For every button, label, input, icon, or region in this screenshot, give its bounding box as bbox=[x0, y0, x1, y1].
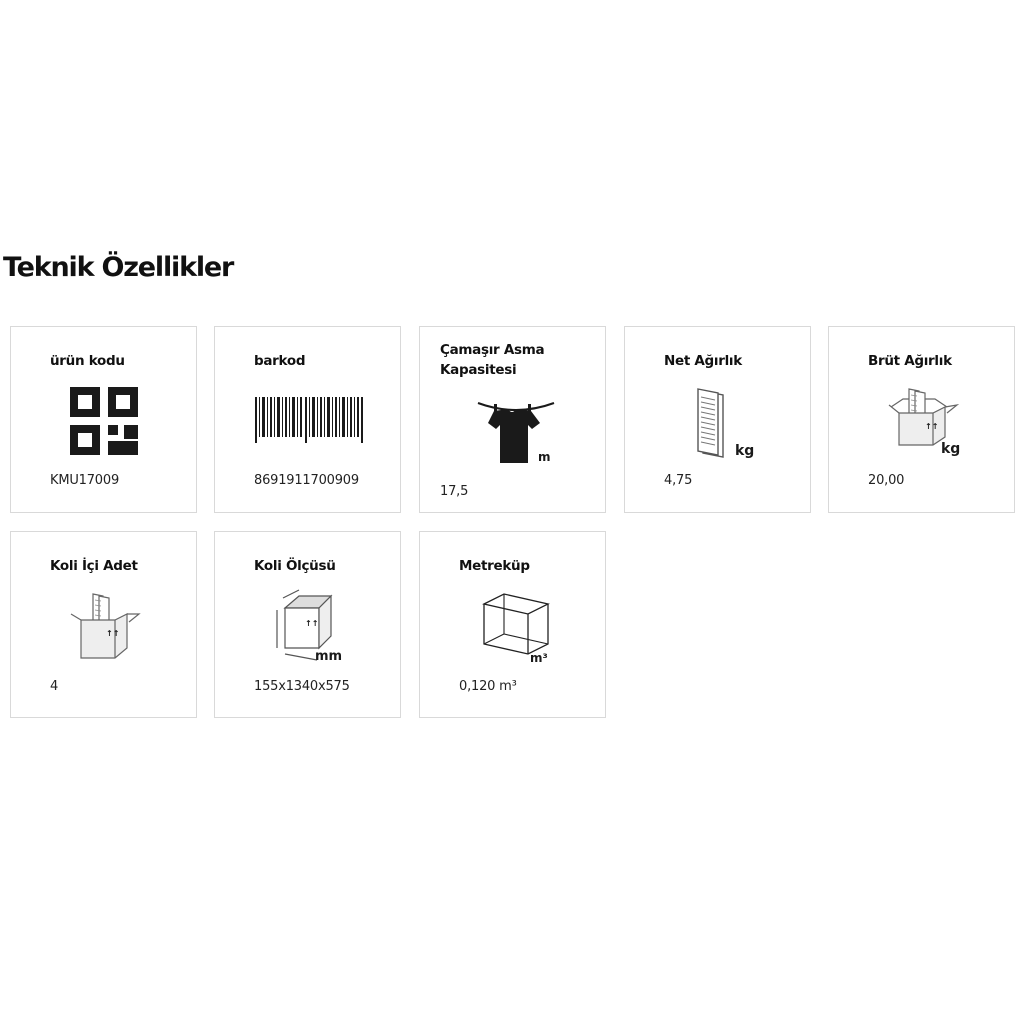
spec-card-product-code bbox=[10, 326, 197, 513]
spec-card-box-quantity bbox=[10, 531, 197, 718]
spec-value: 20,00 bbox=[868, 473, 905, 488]
spec-card-gross-weight bbox=[828, 326, 1015, 513]
gross-weight-box-icon bbox=[885, 385, 965, 461]
barcode-icon bbox=[255, 397, 363, 443]
spec-card-net-weight bbox=[624, 326, 811, 513]
spec-label: Net Ağırlık bbox=[664, 353, 742, 369]
spec-value: 155x1340x575 bbox=[254, 679, 350, 694]
spec-value: KMU17009 bbox=[50, 473, 120, 488]
unit-label: m bbox=[538, 450, 551, 464]
svg-text:↑↑: ↑↑ bbox=[106, 629, 120, 638]
spec-card-barcode bbox=[214, 326, 401, 513]
spec-value: 17,5 bbox=[440, 484, 469, 499]
spec-card-box-dimensions bbox=[214, 531, 401, 718]
spec-label: barkod bbox=[254, 353, 306, 369]
unit-label: kg bbox=[735, 443, 755, 459]
spec-label: Metreküp bbox=[459, 558, 530, 574]
spec-value: 8691911700909 bbox=[254, 473, 359, 488]
spec-label: Brüt Ağırlık bbox=[868, 353, 952, 369]
spec-value: 4,75 bbox=[664, 473, 693, 488]
svg-text:↑↑: ↑↑ bbox=[305, 619, 319, 628]
laundry-line-icon bbox=[476, 393, 556, 469]
qr-code-icon bbox=[68, 385, 140, 457]
spec-label: ürün kodu bbox=[50, 353, 125, 369]
box-contents-icon bbox=[69, 590, 145, 662]
spec-card-volume bbox=[419, 531, 606, 718]
spec-card-laundry-capacity bbox=[419, 326, 606, 513]
spec-label: Koli İçi Adet bbox=[50, 558, 138, 574]
unit-label: m³ bbox=[530, 651, 548, 664]
unit-label: mm bbox=[315, 649, 343, 664]
net-weight-icon bbox=[693, 387, 761, 461]
page-title: Teknik Özellikler bbox=[3, 252, 234, 283]
spec-value: 0,120 m³ bbox=[459, 679, 517, 694]
cube-volume-icon bbox=[478, 590, 558, 664]
spec-label: Koli Ölçüsü bbox=[254, 558, 336, 574]
spec-value: 4 bbox=[50, 679, 59, 694]
unit-label: kg bbox=[941, 441, 961, 457]
spec-label: Çamaşır Asma Kapasitesi bbox=[440, 342, 545, 378]
box-dimensions-icon bbox=[271, 588, 353, 664]
svg-text:↑↑: ↑↑ bbox=[925, 422, 939, 431]
